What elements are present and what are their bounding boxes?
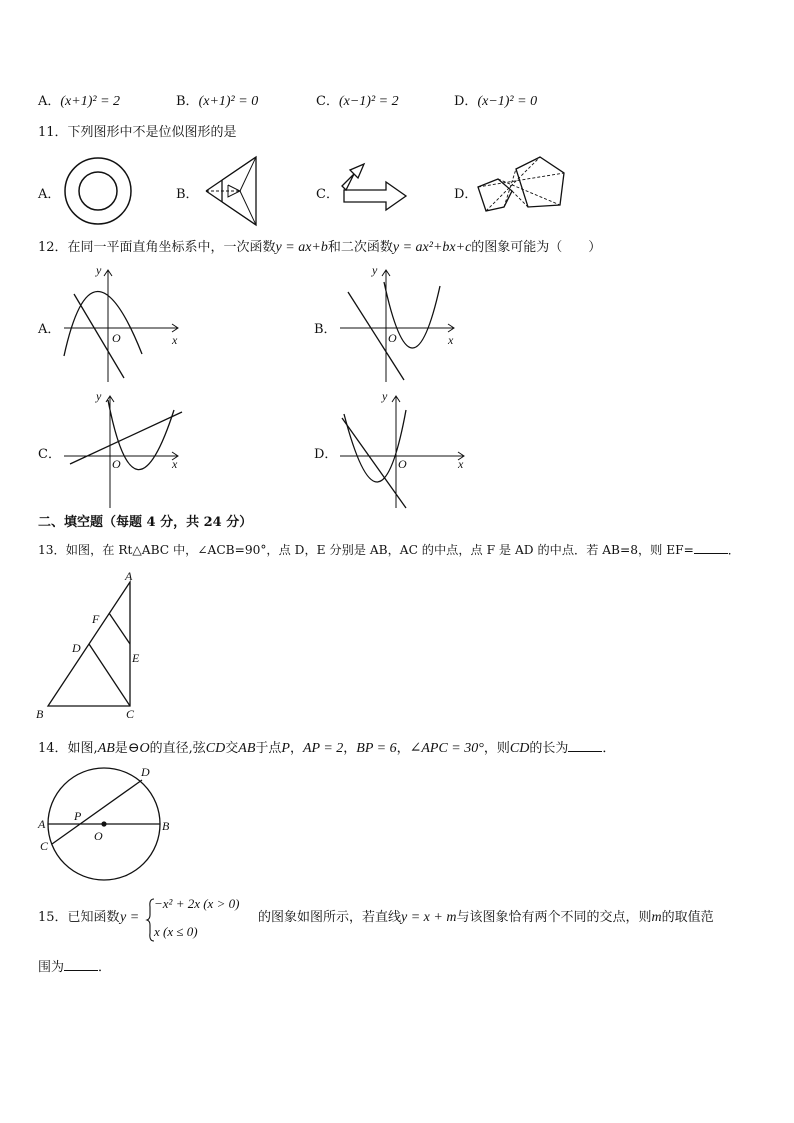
- concentric-circles-figure: [62, 155, 134, 227]
- q14-stem-end: ．: [602, 741, 616, 756]
- origin-label: O: [112, 331, 121, 345]
- q12-stem: [38, 240, 601, 256]
- q14-stem-part: 的长为: [529, 741, 569, 756]
- q12-option-d-label[interactable]: D．: [314, 447, 338, 462]
- axis-x-label: x: [172, 457, 178, 471]
- chord-cd: CD: [509, 741, 530, 756]
- axis-y-label: y: [96, 263, 102, 277]
- section-title: 二、填空题（每题 4 分，共 24 分）: [38, 515, 253, 530]
- axis-y-label: y: [382, 389, 388, 403]
- q10-option-a[interactable]: [38, 90, 120, 110]
- option-expression: (x+1)² = 0: [198, 94, 259, 109]
- axis-y-label: y: [372, 263, 378, 277]
- point-c-label: C: [126, 707, 135, 721]
- linear-function: y = ax+b: [275, 240, 328, 255]
- q14-stem-part: 是: [114, 741, 128, 756]
- point-b-label: B: [162, 819, 170, 833]
- angle-apc: ∠APC = 30°: [409, 741, 484, 756]
- point-b-label: B: [36, 707, 44, 721]
- q13-stem: [38, 542, 740, 558]
- axis-x-label: x: [458, 457, 464, 471]
- circle-o: ⊖O: [127, 741, 150, 756]
- point-a-label: A: [125, 569, 133, 583]
- q15-stem-part: 15．已知函数: [38, 910, 120, 925]
- q12-graph-a: [60, 262, 184, 384]
- q12-graph-b: [336, 262, 460, 384]
- separator: ，: [289, 741, 303, 756]
- q15-stem-line2: [38, 959, 111, 976]
- origin-label: O: [398, 457, 407, 471]
- q11-option-a-label[interactable]: A．: [38, 187, 61, 202]
- q14-circle-figure: [34, 764, 184, 888]
- q11-option-c-label[interactable]: C．: [316, 187, 339, 202]
- ap-value: AP = 2: [302, 741, 344, 756]
- q14-stem: [38, 740, 615, 757]
- piecewise-case-2: x (x ≤ 0): [154, 924, 198, 939]
- q12-stem-part: 12．在同一平面直角坐标系中，一次函数: [38, 240, 276, 255]
- q10-option-b[interactable]: [176, 90, 258, 110]
- point-p: P: [281, 741, 290, 756]
- q14-stem-part: ，则: [483, 741, 510, 756]
- q12-option-a-label[interactable]: A．: [38, 322, 61, 337]
- piecewise-case-1: −x² + 2x (x > 0): [154, 896, 240, 911]
- answer-blank[interactable]: [64, 959, 98, 971]
- q10-option-d[interactable]: [454, 90, 537, 110]
- q15-stem-rest: [258, 910, 714, 926]
- arrows-figure: [338, 160, 412, 218]
- origin-label: O: [388, 331, 397, 345]
- triangles-figure: [200, 155, 264, 227]
- q11-option-b-label[interactable]: B．: [176, 187, 199, 202]
- q12-stem-part: 和二次函数: [327, 240, 393, 255]
- q13-stem-end: ．: [727, 543, 740, 557]
- q15-stem-part: 围为: [38, 960, 65, 975]
- q13-triangle-figure: [34, 570, 154, 722]
- q13-stem-text: 13．如图，在 Rt△ABC 中，∠ACB=90°，点 D，E 分别是 AB，AC 的中点，点 F 是 AD 的中点．若 AB=8，则 EF=: [38, 543, 694, 557]
- point-o-label: O: [94, 829, 103, 843]
- q15-stem-end: ．: [98, 960, 112, 975]
- q15-stem-part: 的图象如图所示，若直线: [258, 910, 402, 925]
- point-a-label: A: [38, 817, 46, 831]
- q14-stem-part: 交: [225, 741, 239, 756]
- option-expression: (x−1)² = 2: [338, 94, 399, 109]
- separator: ，: [343, 741, 357, 756]
- q12-option-c-label[interactable]: C．: [38, 447, 61, 462]
- line-equation: y = x + m: [401, 910, 457, 925]
- bp-value: BP = 6: [356, 741, 397, 756]
- q14-stem-part: 的直径,弦: [149, 741, 206, 756]
- q11-stem: 11．下列图形中不是位似图形的是: [38, 125, 237, 140]
- axis-x-label: x: [448, 333, 454, 347]
- option-expression: (x+1)² = 2: [60, 94, 121, 109]
- q10-option-c[interactable]: [316, 90, 399, 110]
- point-e-label: E: [132, 651, 140, 665]
- separator: ，: [396, 741, 410, 756]
- q14-stem-part: 于点: [255, 741, 282, 756]
- point-c-label: C: [40, 839, 49, 853]
- function-name: y =: [120, 910, 140, 925]
- axis-x-label: x: [172, 333, 178, 347]
- q15-stem-part: 的取值范: [661, 910, 714, 925]
- segment-ab: AB: [97, 741, 115, 756]
- option-label: A．: [38, 94, 61, 109]
- option-label: D．: [454, 94, 478, 109]
- parameter-m: m: [651, 910, 662, 925]
- q11-option-d-label[interactable]: D．: [454, 187, 478, 202]
- option-label: C．: [316, 94, 339, 109]
- q12-option-b-label[interactable]: B．: [314, 322, 337, 337]
- quadratic-function: y = ax²+bx+c: [392, 240, 472, 255]
- axis-y-label: y: [96, 389, 102, 403]
- answer-blank[interactable]: [568, 740, 602, 752]
- point-p-label: P: [74, 809, 82, 823]
- q15-stem-line1: [38, 910, 120, 926]
- point-d-label: D: [72, 641, 81, 655]
- point-f-label: F: [92, 612, 100, 626]
- option-label: B．: [176, 94, 199, 109]
- q15-stem-part: 与该图象恰有两个不同的交点，则: [456, 910, 652, 925]
- segment-ab: AB: [238, 741, 256, 756]
- option-expression: (x−1)² = 0: [477, 94, 538, 109]
- q12-stem-part: 的图象可能为（ ）: [471, 240, 602, 255]
- chord-cd: CD: [205, 741, 226, 756]
- q14-stem-part: 14．如图,: [38, 741, 98, 756]
- point-d-label: D: [141, 765, 150, 779]
- pentagons-figure: [474, 155, 580, 221]
- origin-label: O: [112, 457, 121, 471]
- q12-graph-d: [336, 388, 470, 510]
- q12-graph-c: [60, 388, 184, 510]
- answer-blank[interactable]: [694, 542, 728, 554]
